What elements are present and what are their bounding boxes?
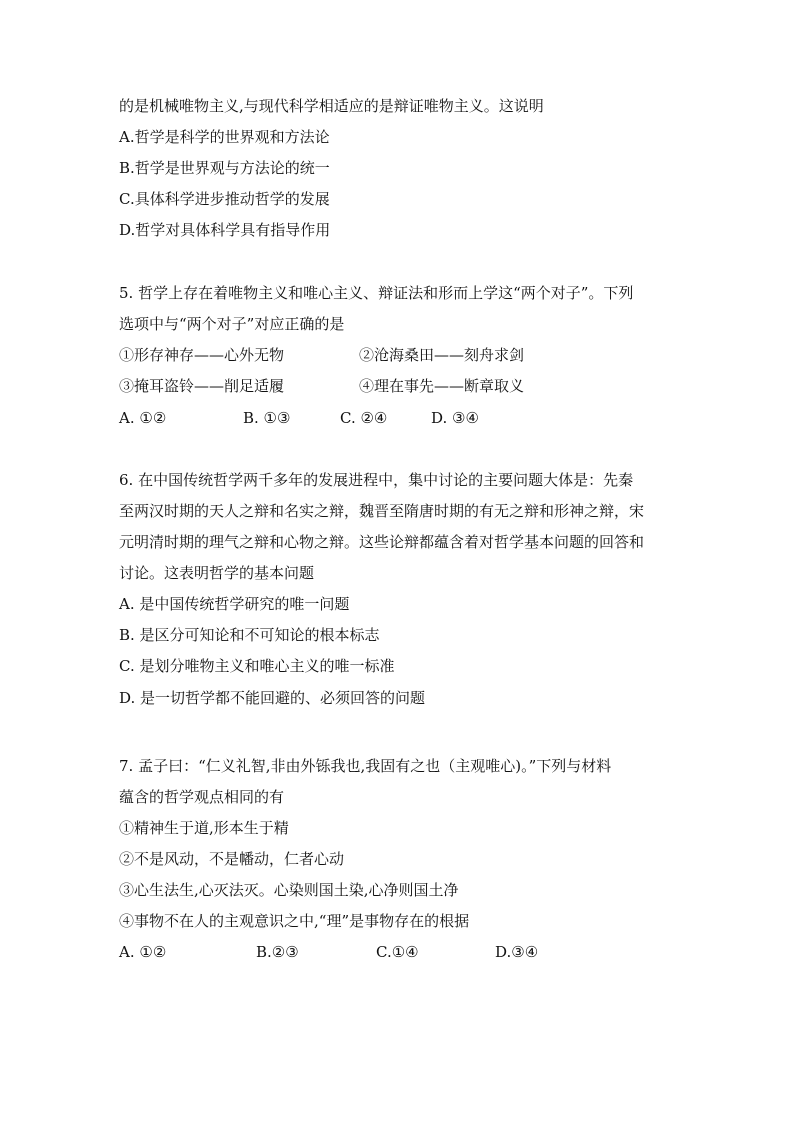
q5-choice-c: C. ②④ [340, 409, 388, 427]
q7-choice-b: B.②③ [256, 943, 299, 961]
q4-stem-tail: 的是机械唯物主义,与现代科学相适应的是辩证唯物主义。这说明 [119, 97, 544, 115]
q6-stem-line-4: 讨论。这表明哲学的基本问题 [119, 564, 315, 582]
q7-stem-line-1: 7. 孟子曰：“仁义礼智,非由外铄我也,我固有之也（主观唯心)。”下列与材料 [119, 757, 612, 775]
q4-option-c: C.具体科学进步推动哲学的发展 [119, 190, 330, 208]
q7-item-1: ①精神生于道,形本生于精 [119, 819, 289, 837]
q4-option-d: D.哲学对具体科学具有指导作用 [119, 221, 331, 239]
q5-choice-a: A. ①② [119, 409, 167, 427]
q5-stem-line-2: 选项中与“两个对子”对应正确的是 [119, 315, 345, 333]
q6-option-d: D. 是一切哲学都不能回避的、必须回答的问题 [119, 689, 426, 707]
q4-option-a: A.哲学是科学的世界观和方法论 [119, 128, 330, 146]
q6-option-b: B. 是区分可知论和不可知论的根本标志 [119, 626, 380, 644]
q7-item-3: ③心生法生,心灭法灭。心染则国土染,心净则国土净 [119, 881, 459, 899]
q7-item-2: ②不是风动，不是幡动，仁者心动 [119, 850, 345, 868]
q5-choice-b: B. ①③ [243, 409, 291, 427]
q7-choice-d: D.③④ [495, 943, 539, 961]
q5-item-4: ④理在事先——断章取义 [359, 377, 525, 395]
q5-item-2: ②沧海桑田——刻舟求剑 [359, 346, 525, 364]
q6-stem-line-1: 6. 在中国传统哲学两千多年的发展进程中，集中讨论的主要问题大体是：先秦 [119, 471, 634, 489]
q5-choice-d: D. ③④ [431, 409, 479, 427]
q7-stem-line-2: 蕴含的哲学观点相同的有 [119, 788, 285, 806]
q6-stem-line-2: 至两汉时期的天人之辩和名实之辩，魏晋至隋唐时期的有无之辩和形神之辩，宋 [119, 502, 645, 520]
q6-option-c: C. 是划分唯物主义和唯心主义的唯一标准 [119, 657, 395, 675]
q7-choice-a: A. ①② [119, 943, 167, 961]
q6-stem-line-3: 元明清时期的理气之辩和心物之辩。这些论辩都蕴含着对哲学基本问题的回答和 [119, 533, 645, 551]
q5-stem-line-1: 5. 哲学上存在着唯物主义和唯心主义、辩证法和形而上学这“两个对子”。下列 [119, 284, 634, 302]
q5-item-3: ③掩耳盗铃——削足适履 [119, 377, 285, 395]
q6-option-a: A. 是中国传统哲学研究的唯一问题 [119, 595, 350, 613]
q7-choice-c: C.①④ [376, 943, 419, 961]
q7-item-4: ④事物不在人的主观意识之中,“理”是事物存在的根据 [119, 912, 470, 930]
q5-item-1: ①形存神存——心外无物 [119, 346, 285, 364]
q4-option-b: B.哲学是世界观与方法论的统一 [119, 159, 330, 177]
